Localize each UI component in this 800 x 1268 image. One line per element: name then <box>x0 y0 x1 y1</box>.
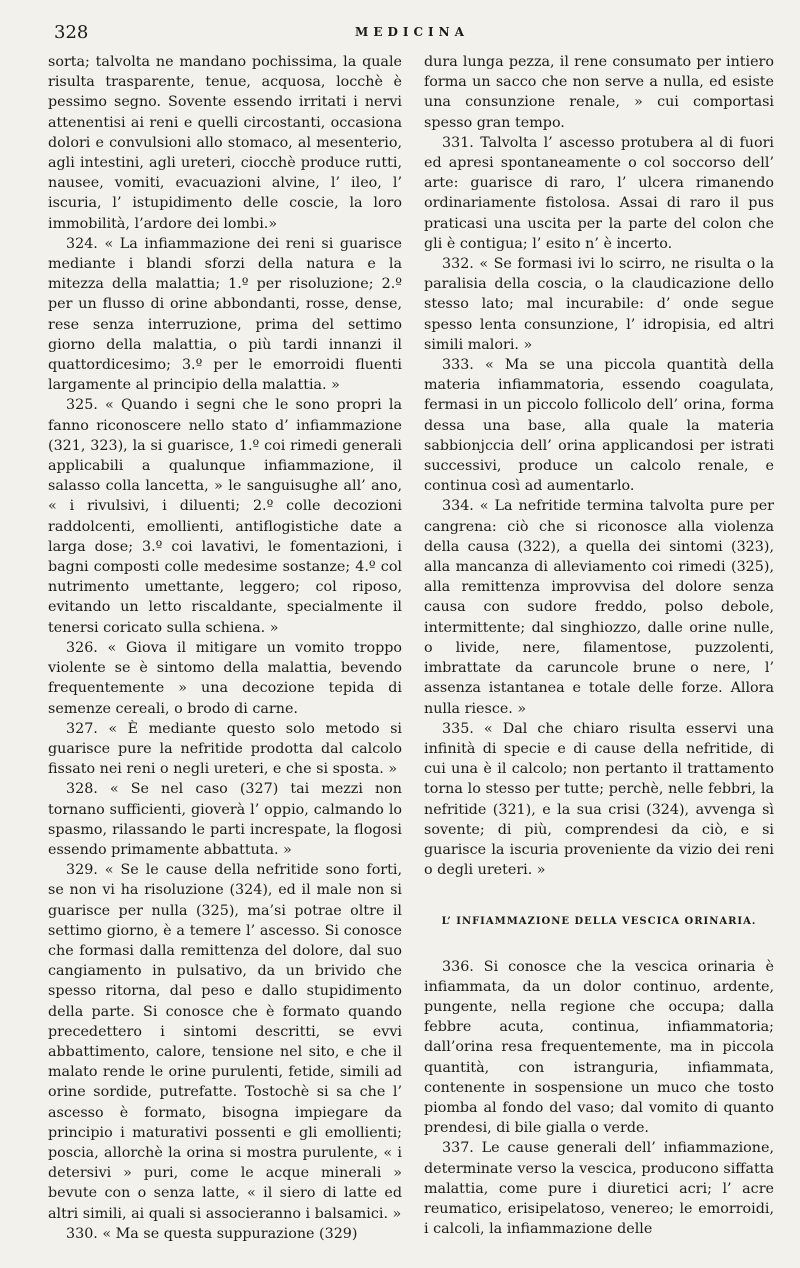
paragraph: 330. « Ma se questa suppurazione (329) <box>66 1225 358 1242</box>
paragraph: 337. Le cause generali dell’ infiammazione, determinate verso la vescica, producono siffatta malattia, come pure i diuretici acri; l’ acre reumatico, erisipelatoso, venereo; le emorroidi, i calcoli, la infiammazione delle <box>424 1140 774 1238</box>
left-column <box>48 52 402 1244</box>
paragraph: 326. « Giova il mitigare un vomito troppo violente se è sintomo della malattia, bevendo frequentemente » una decozione tepida di semenze cereali, o brodo di carne. <box>48 639 402 717</box>
right-column <box>424 52 774 1239</box>
paragraph: 332. « Se formasi ivi lo scirro, ne risulta o la paralisia della coscia, o la claudicazione dello stesso lato; mal incurabile: d’ onde segue spesso lenta consunzione, l’ idropisia, ed altri simili malori. » <box>424 256 774 353</box>
paragraph: dura lunga pezza, il rene consumato per intiero forma un sacco che non serve a nulla, ed esiste una consunzione renale, » cui comportasi spesso gran tempo. <box>424 54 774 131</box>
paragraph: 328. « Se nel caso (327) tai mezzi non tornano sufficienti, gioverà l’ oppio, calmando lo spasmo, rilassando le parti increspate, la flogosi essendo primamente abbattuta. » <box>48 781 402 858</box>
paragraph: 324. « La infiammazione dei reni si guarisce mediante i blandi sforzi della natura e la mitezza della malattia; 1.º per risoluzione; 2.º per un flusso di orine abbondanti, rosse, dense, rese senza interruzione, prima del settimo giorno della malattia, o più tardi innanzi il quattordicesimo; 3.º per le emorroidi fluenti largamente al principio della malattia. » <box>48 235 402 394</box>
paragraph: 334. « La nefritide termina talvolta pure per cangrena: ciò che si riconosce alla violenza della causa (322), a quella dei sintomi (323), alla mancanza di alleviamento coi rimedi (325), alla remittenza improvvisa del dolore senza causa con sudore freddo, polso debole, intermittente; dal singhiozzo, dalle orine nulle, o livide, nere, filamentose, puzzolenti, imbrattate da caruncole brune o nere, l’ assenza istantanea e totale delle forze. Allora nulla riesce. » <box>424 498 774 717</box>
paragraph: 325. « Quando i segni che le sono propri la fanno riconoscere nello stato d’ infiammazione (321, 323), la si guarisce, 1.º coi rimedi generali applicabili a qualunque infiammazione, il salasso colla lancetta, » le sanguisughe all’ ano, « i rivulsivi, i diluenti; 2.º colle decozioni raddolcenti, emollienti, antiflogistiche date a larga dose; 3.º coi lavativi, le fomentazioni, i bagni composti colle medesime sostanze; 4.º col nutrimento umettante, leggero; col riposo, evitando un letto riscaldante, specialmente il tenersi coricato sulla schiena. » <box>48 397 402 636</box>
running-title: MEDICINA <box>355 25 469 39</box>
page-number: 328 <box>54 22 89 43</box>
paragraph: 331. Talvolta l’ ascesso protubera al di fuori ed apresi spontaneamente o col soccorso dell’ arte: guarisce di raro, l’ ulcera rimanendo ordinariamente fistolosa. Assai di raro il pus praticasi una uscita per la parte del colon che gli è contigua; l’ esito n’ è incerto. <box>424 134 774 252</box>
paragraph: 335. « Dal che chiaro risulta esservi una infinità di specie e di cause della nefritide, di cui una è il calcolo; non pertanto il trattamento torna lo stesso per tutte; perchè, nelle febbri, la nefritide (321), e la sua crisi (324), avvenga sì sovente; di più, comprendesi da ciò, e si guarisce la iscuria proveniente da vizio dei reni o degli ureteri. » <box>424 720 774 879</box>
paragraph: 329. « Se le cause della nefritide sono forti, se non vi ha risoluzione (324), ed il male non si guarisce per nulla (325), ma’si potrae oltre il settimo giorno, è a temere l’ ascesso. Si conosce che formasi dalla remittenza del dolore, dal suo cangiamento in pulsativo, da un brivido che spesso ritorna, dal peso e dallo stupidimento della parte. Si conosce che è formato quando precedettero i sintomi descritti, se evvi abbattimento, calore, tensione nel sito, e che il malato rende le orine purulenti, fetide, simili ad orine sordide, putrefatte. Tostochè si sa che l’ ascesso è formato, bisogna impiegare da principio i maturativi possenti e gli emollienti; poscia, allorchè la orina si mostra purulente, « i detersivi » puri, come le acque minerali » bevute con o senza latte, « il siero di latte ed altri simili, ai quali si associeranno i balsamici. » <box>48 862 402 1222</box>
paragraph: sorta; talvolta ne mandano pochissima, la quale risulta trasparente, tenue, acquosa, locchè è pessimo segno. Sovente essendo irritati i nervi attenentisi ai reni e quelli circostanti, occasiona dolori e convulsioni allo stomaco, al mesenterio, agli intestini, agli ureteri, ciocchè produce rutti, nausee, vomiti, evacuazioni alvine, l’ ileo, l’ iscuria, l’ istupidimento delle coscie, la loro immobilità, l’ardore dei lombi.» <box>48 54 402 232</box>
section-heading: L’ INFIAMMAZIONE DELLA VESCICA ORINARIA. <box>441 916 757 928</box>
paragraph: 333. « Ma se una piccola quantità della materia infiammatoria, essendo coagulata, fermasi in un piccolo follicolo dell’ orina, forma dessa una base, alla quale la materia sabbionjccia dell’ orina applicandosi per istrati successivi, produce un calcolo renale, e continua così ad aumentarlo. <box>424 357 774 495</box>
page-header <box>54 22 770 48</box>
paragraph: 336. Si conosce che la vescica orinaria è infiammata, da un dolor continuo, ardente, pungente, nella regione che occupa; dalla febbre acuta, continua, infiammatoria; dall’orina resa frequentemente, ma in piccola quantità, con istranguria, infiammata, contenente in sospensione un muco che tosto piomba al fondo del vaso; dal vomito di quanto prendesi, di bile gialla o verde. <box>424 958 774 1137</box>
paragraph: 327. « È mediante questo solo metodo si guarisce pure la nefritide prodotta dal calcolo fissato nei reni o negli ureteri, e che si sposta. » <box>48 720 402 778</box>
